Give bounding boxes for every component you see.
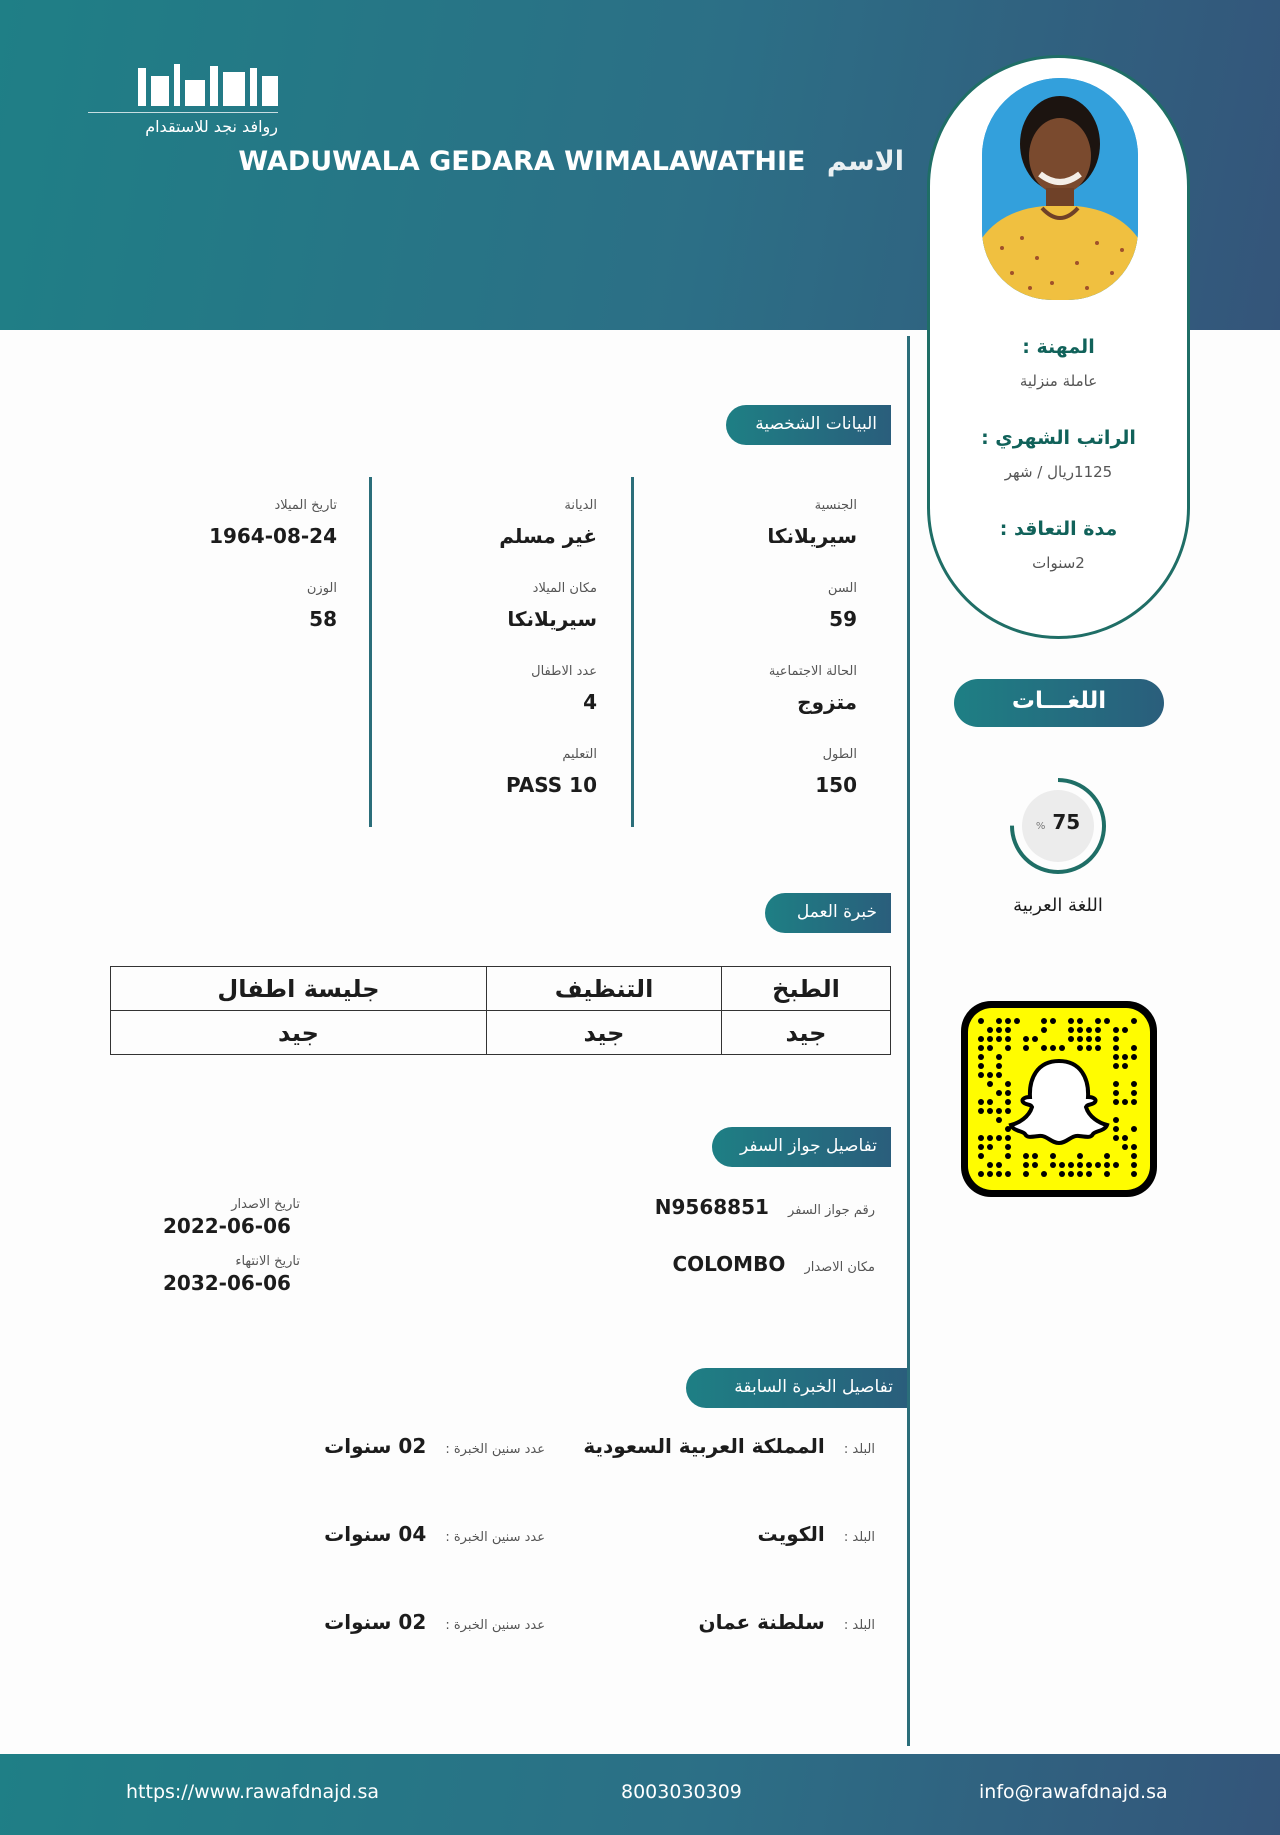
snapcode-image[interactable] <box>959 999 1159 1199</box>
snapcode-dot <box>1077 1171 1083 1177</box>
education-value: PASS 10 <box>505 773 597 797</box>
snapcode-dot <box>1131 1126 1137 1132</box>
experience-row <box>55 1522 875 1562</box>
snapcode-dot <box>1068 1036 1074 1042</box>
snapcode-dot <box>1023 1036 1029 1042</box>
snapcode-dot <box>1095 1162 1101 1168</box>
logo-text: روافد نجد للاستقدام <box>88 112 278 136</box>
snapcode-dot <box>996 1117 1002 1123</box>
height-label: الطول <box>822 747 857 762</box>
passport-number-row <box>560 1195 875 1219</box>
snapcode-dot <box>1059 1171 1065 1177</box>
snapcode-dot <box>1122 1099 1128 1105</box>
language-name: اللغة العربية <box>1013 895 1103 916</box>
skill-value: جيد <box>111 1011 487 1055</box>
snapcode-dot <box>1131 1099 1137 1105</box>
snapcode-dot <box>1104 1018 1110 1024</box>
snapcode-dot <box>1113 1027 1119 1033</box>
issue-place-row <box>560 1252 875 1276</box>
snapcode-dot <box>1005 1153 1011 1159</box>
snapcode-dot <box>996 1162 1002 1168</box>
website-link[interactable]: https://www.rawafdnajd.sa <box>126 1781 380 1803</box>
country-label: البلد : <box>843 1618 875 1633</box>
snapcode-dot <box>987 1036 993 1042</box>
worker-photo <box>982 78 1138 300</box>
snapcode-dot <box>978 1045 984 1051</box>
snapcode-dot <box>978 1063 984 1069</box>
issue-place-value: COLOMBO <box>672 1252 786 1276</box>
snapcode-dot <box>1104 1162 1110 1168</box>
snapcode-dot <box>1041 1027 1047 1033</box>
language-percent-value: 75 <box>1052 810 1081 834</box>
country-value: سلطنة عمان <box>698 1610 825 1634</box>
weight-value: 58 <box>309 607 337 631</box>
snapcode-dot <box>1050 1162 1056 1168</box>
skill-header: الطبخ <box>722 967 891 1011</box>
snapcode-dot <box>1077 1018 1083 1024</box>
snapcode-dot <box>996 1063 1002 1069</box>
snapcode-dot <box>1005 1027 1011 1033</box>
snapcode-dot <box>987 1135 993 1141</box>
snapcode-dot <box>1041 1045 1047 1051</box>
country-label: البلد : <box>843 1442 875 1457</box>
snapcode-dot <box>1113 1135 1119 1141</box>
snapcode-dot <box>1131 1144 1137 1150</box>
languages-pill: اللغـــات <box>954 679 1164 727</box>
snapcode-dot <box>987 1171 993 1177</box>
snapcode-dot <box>1023 1045 1029 1051</box>
skill-value: جيد <box>722 1011 891 1055</box>
snapcode-dot <box>1131 1153 1137 1159</box>
snapcode-dot <box>1005 1108 1011 1114</box>
snapcode-dot <box>1068 1171 1074 1177</box>
snapcode-dot <box>978 1018 984 1024</box>
years-value: 04 سنوات <box>324 1522 427 1546</box>
snapcode-dot <box>996 1072 1002 1078</box>
height-value: 150 <box>815 773 857 797</box>
children-value: 4 <box>583 690 597 714</box>
snapcode-dot <box>987 1081 993 1087</box>
snapcode-dot <box>1005 1018 1011 1024</box>
country-value: المملكة العربية السعودية <box>583 1434 825 1458</box>
section-tag-passport: تفاصيل جواز السفر <box>712 1127 891 1167</box>
snapcode-dot <box>1005 1036 1011 1042</box>
snapcode-dot <box>1122 1027 1128 1033</box>
snapcode-dot <box>1041 1018 1047 1024</box>
snapcode-dot <box>1122 1135 1128 1141</box>
snapcode-dot <box>1005 1045 1011 1051</box>
snapcode-dot <box>1113 1117 1119 1123</box>
snapcode-dot <box>1113 1081 1119 1087</box>
snapcode-dot <box>978 1099 984 1105</box>
snapcode-dot <box>1131 1054 1137 1060</box>
snapcode-dot <box>1131 1162 1137 1168</box>
snapcode-dot <box>1095 1027 1101 1033</box>
contract-label: مدة التعاقد : <box>999 518 1118 540</box>
snapcode-dot <box>1068 1027 1074 1033</box>
profession-label: المهنة : <box>1022 336 1095 358</box>
snapcode-dot <box>1005 1144 1011 1150</box>
snapcode-dot <box>1131 1081 1137 1087</box>
snapcode-dot <box>996 1018 1002 1024</box>
marital-value: متزوج <box>797 690 857 714</box>
snapcode-dot <box>1077 1153 1083 1159</box>
snapcode-dot <box>996 1054 1002 1060</box>
years-label: عدد سنين الخبرة : <box>445 1442 545 1457</box>
years-value: 02 سنوات <box>324 1434 427 1458</box>
logo-mark <box>88 58 278 106</box>
snapcode-dot <box>978 1171 984 1177</box>
snapcode-dot <box>996 1036 1002 1042</box>
skill-header: التنظيف <box>487 967 722 1011</box>
section-tag-personal: البيانات الشخصية <box>726 405 891 445</box>
snapcode-dot <box>996 1090 1002 1096</box>
religion-value: غير مسلم <box>499 524 597 548</box>
salary-label: الراتب الشهري : <box>981 427 1136 449</box>
snapcode-dot <box>1131 1090 1137 1096</box>
snapcode-dot <box>1113 1162 1119 1168</box>
name-row <box>238 146 904 177</box>
snapcode-dot <box>996 1108 1002 1114</box>
expiry-date-label: تاريخ الانتهاء <box>235 1254 300 1269</box>
snapcode-dot <box>1005 1090 1011 1096</box>
snapcode-dot <box>1005 1135 1011 1141</box>
snapcode-dot <box>1113 1036 1119 1042</box>
section-tag-experience: تفاصيل الخبرة السابقة <box>686 1368 907 1408</box>
passport-number-label: رقم جواز السفر <box>788 1203 875 1218</box>
snapcode-dot <box>1077 1036 1083 1042</box>
snapcode-dot <box>1041 1171 1047 1177</box>
snapcode-dot <box>1032 1036 1038 1042</box>
snapcode-dot <box>1095 1018 1101 1024</box>
snapcode-dot <box>1050 1045 1056 1051</box>
snapcode-dot <box>1122 1063 1128 1069</box>
snapcode-dot <box>1131 1018 1137 1024</box>
snapcode-dot <box>1023 1162 1029 1168</box>
snapcode-dot <box>1113 1054 1119 1060</box>
snapcode-dot <box>1131 1171 1137 1177</box>
profile-card <box>927 55 1190 639</box>
snapcode-dot <box>1059 1045 1065 1051</box>
snapcode-dot <box>996 1135 1002 1141</box>
snapcode-dot <box>1032 1153 1038 1159</box>
snapcode-dot <box>1068 1018 1074 1024</box>
snapcode-dot <box>1032 1162 1038 1168</box>
snapcode-dot <box>978 1036 984 1042</box>
snapcode-dot <box>1005 1099 1011 1105</box>
email-link[interactable]: info@rawafdnajd.sa <box>979 1781 1168 1803</box>
issue-date-label: تاريخ الاصدار <box>231 1197 300 1212</box>
timeline-line <box>907 336 910 1746</box>
snapcode-dot <box>1113 1063 1119 1069</box>
snapcode-dot <box>1104 1171 1110 1177</box>
education-label: التعليم <box>562 747 597 762</box>
issue-place-label: مكان الاصدار <box>804 1260 875 1275</box>
snapcode-dot <box>1113 1099 1119 1105</box>
birthplace-label: مكان الميلاد <box>532 581 597 596</box>
snapcode-dot <box>1113 1045 1119 1051</box>
birthplace-value: سيريلانكا <box>507 607 597 631</box>
snapcode-dot <box>978 1054 984 1060</box>
years-label: عدد سنين الخبرة : <box>445 1618 545 1633</box>
snapcode-dot <box>987 1072 993 1078</box>
snapcode-dot <box>1122 1144 1128 1150</box>
snapcode-dot <box>1050 1153 1056 1159</box>
snapcode-dot <box>1104 1153 1110 1159</box>
company-logo <box>88 58 278 138</box>
religion-label: الديانة <box>564 498 597 513</box>
snapcode-dot <box>978 1108 984 1114</box>
snapcode-dot <box>987 1162 993 1168</box>
percent-sign: % <box>1035 821 1046 832</box>
age-label: السن <box>827 581 857 596</box>
snapcode-dot <box>1059 1162 1065 1168</box>
skills-table <box>110 966 891 1055</box>
snapcode-dot <box>1068 1162 1074 1168</box>
snapcode-dot <box>1095 1036 1101 1042</box>
snapcode-dot <box>987 1045 993 1051</box>
table-row <box>111 1011 891 1055</box>
snapcode-dot <box>1122 1054 1128 1060</box>
snapcode-dot <box>1095 1045 1101 1051</box>
snapcode-dot <box>1077 1045 1083 1051</box>
children-label: عدد الاطفال <box>531 664 597 679</box>
skill-value: جيد <box>487 1011 722 1055</box>
snapcode-dot <box>996 1027 1002 1033</box>
years-value: 02 سنوات <box>324 1610 427 1634</box>
expiry-date-value: 2032-06-06 <box>163 1271 291 1295</box>
snapcode-dot <box>1086 1162 1092 1168</box>
snapcode-dot <box>1086 1027 1092 1033</box>
snapcode-dot <box>987 1144 993 1150</box>
snapcode-dot <box>978 1153 984 1159</box>
section-tag-work: خبرة العمل <box>765 893 891 933</box>
snapcode-dot <box>1077 1027 1083 1033</box>
snapcode-dot <box>1077 1162 1083 1168</box>
snapcode-dot <box>1086 1171 1092 1177</box>
snapcode-dot <box>1131 1045 1137 1051</box>
snapcode-dot <box>1086 1036 1092 1042</box>
years-label: عدد سنين الخبرة : <box>445 1530 545 1545</box>
snapcode-dot <box>1005 1081 1011 1087</box>
birthdate-label: تاريخ الميلاد <box>274 498 337 513</box>
passport-number-value: N9568851 <box>654 1195 769 1219</box>
worker-name: WADUWALA GEDARA WIMALAWATHIE <box>238 146 806 177</box>
snapcode-dot <box>1023 1153 1029 1159</box>
snapcode-dot <box>978 1135 984 1141</box>
footer-bar <box>0 1754 1280 1835</box>
nationality-label: الجنسية <box>814 498 857 513</box>
table-row <box>111 967 891 1011</box>
snapcode-dot <box>987 1027 993 1033</box>
snapcode-dot <box>1014 1018 1020 1024</box>
birthdate-value: 1964-08-24 <box>209 524 337 548</box>
issue-date-value: 2022-06-06 <box>163 1214 291 1238</box>
experience-row <box>55 1434 875 1474</box>
language-percent <box>1006 810 1110 834</box>
weight-label: الوزن <box>306 581 337 596</box>
country-label: البلد : <box>843 1530 875 1545</box>
country-value: الكويت <box>757 1522 825 1546</box>
snapcode-dot <box>1005 1171 1011 1177</box>
contract-value: 2سنوات <box>1032 554 1085 572</box>
snapcode-dot <box>978 1144 984 1150</box>
nationality-value: سيريلانكا <box>767 524 857 548</box>
skill-header: جليسة اطفال <box>111 967 487 1011</box>
phone-number[interactable]: 8003030309 <box>621 1781 742 1803</box>
snapcode-dot <box>978 1072 984 1078</box>
profession-value: عاملة منزلية <box>1019 372 1098 390</box>
snapcode-dot <box>987 1099 993 1105</box>
marital-label: الحالة الاجتماعية <box>768 664 857 679</box>
snapcode-dot <box>1086 1045 1092 1051</box>
snapcode-dot <box>1050 1018 1056 1024</box>
experience-row <box>55 1610 875 1650</box>
age-value: 59 <box>829 607 857 631</box>
snapcode-dot <box>987 1108 993 1114</box>
snapcode-dot <box>996 1171 1002 1177</box>
snapcode-dot <box>1113 1090 1119 1096</box>
snapcode-dot <box>1023 1171 1029 1177</box>
name-label: الاسم <box>826 146 904 177</box>
snapcode-dot <box>1113 1126 1119 1132</box>
salary-value: 1125ريال / شهر <box>1004 463 1113 481</box>
